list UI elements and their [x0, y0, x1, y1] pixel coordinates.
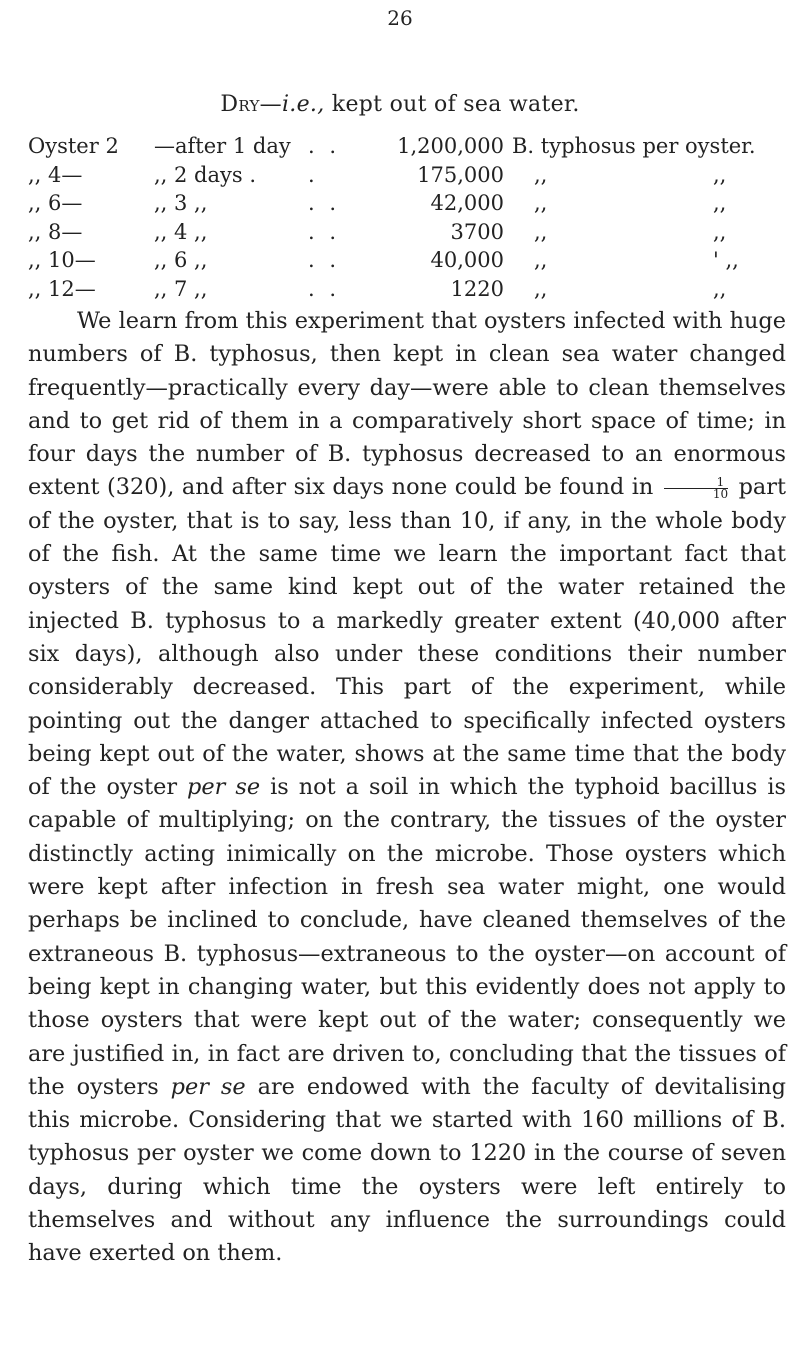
row-ditto-mark: ,,: [534, 248, 548, 272]
paragraph-text: are endowed with the faculty of devitalising this microbe. Considering that we started with 160 millions of B. typhosus per oyster we come down to 1220 in the course of seven days, during which time the oysters were left entirely to themselves and without any influence the surroundings could have exerted on them.: [28, 1073, 787, 1267]
row-ditto-mark: ,,: [534, 162, 548, 187]
row-ditto-mark: ,,: [713, 162, 727, 187]
row-after-days: —after 1 day: [154, 134, 291, 158]
row-leader-dots: . .: [308, 276, 341, 301]
row-leader-dots: . .: [308, 248, 341, 272]
table-row: [28, 161, 788, 190]
row-unit: B. typhosus per oyster.: [512, 134, 756, 158]
row-oyster-label: Oyster 2: [28, 134, 119, 158]
row-count: 3700: [450, 219, 504, 244]
row-oyster-label: ,, 12—: [28, 276, 96, 301]
paragraph-text: part of the oyster, that is to say, less than 10, if any, in the whole body of the fish. At the same time we learn the important fact that oysters of the same kind kept out of the water retained the injected B. typhosus to a markedly greater extent (40,000 after six days), although also under these conditions their number considerably decreased. This part of the experiment, while pointing out the danger attached to specifically infected oysters being kept out of the water, shows at the same time that the body of the oyster: [28, 474, 786, 801]
row-ditto-mark: ,,: [534, 191, 548, 215]
table-row: [28, 275, 788, 304]
heading-dash: —: [259, 92, 282, 117]
page-number: 26: [387, 6, 413, 30]
row-after-days: ,, 3 ,,: [154, 191, 208, 215]
body-paragraph: [28, 305, 786, 1271]
table-row: [28, 132, 788, 161]
row-oyster-label: ,, 10—: [28, 248, 96, 272]
row-count: 175,000: [417, 162, 504, 187]
paragraph: [28, 305, 786, 1271]
row-after-days: ,, 6 ,,: [154, 248, 208, 272]
fraction-numerator: 1: [664, 477, 728, 489]
table-row: [28, 246, 788, 275]
row-leader-dots: . .: [308, 219, 341, 244]
row-ditto-mark: ,,: [534, 219, 548, 244]
table-row: [28, 218, 788, 247]
heading-rest: kept out of sea water.: [324, 92, 580, 117]
row-after-days: ,, 4 ,,: [154, 219, 208, 244]
row-count: 1,200,000: [397, 134, 504, 158]
row-ditto-mark: ,,: [534, 276, 548, 301]
row-after-days: ,, 7 ,,: [154, 276, 208, 301]
row-oyster-label: ,, 4—: [28, 162, 83, 187]
row-leader-dots: . .: [308, 191, 341, 215]
row-oyster-label: ,, 6—: [28, 191, 83, 215]
row-count: 40,000: [430, 248, 504, 272]
table-row: [28, 189, 788, 218]
fraction-one-tenth: [664, 474, 729, 501]
row-count: 42,000: [430, 191, 504, 215]
section-heading: [0, 92, 800, 117]
row-count: 1220: [450, 276, 504, 301]
heading-lead: Dry: [220, 92, 260, 117]
row-ditto-mark: ' ,,: [713, 248, 739, 272]
row-ditto-mark: ,,: [713, 219, 727, 244]
row-ditto-mark: ,,: [713, 276, 727, 301]
row-leader-dots: .: [308, 162, 319, 187]
paragraph-text: We learn from this experiment that oysters infected with huge numbers of B. typhosus, then kept in clean sea water changed frequently—practically every day—were able to clean themselves and to get rid of them in a comparatively short space of time; in four days the number of B. typhosus decreased to an enormous extent (320), and after six days none could be found in: [28, 308, 786, 501]
row-ditto-mark: ,,: [713, 191, 727, 215]
fraction-denominator: 10: [712, 486, 729, 501]
italic-per-se: per se: [187, 774, 261, 801]
heading-italic: i.e.,: [281, 92, 325, 117]
row-leader-dots: . .: [308, 134, 341, 158]
results-table: [28, 132, 788, 303]
italic-per-se: per se: [170, 1073, 246, 1100]
paragraph-text: is not a soil in which the typhoid bacillus is capable of multiplying; on the contrary, the tissues of the oyster distinctly acting inimically on the microbe. Those oysters which were kept after infection in fresh sea water might, one would perhaps be inclined to conclude, have cleaned themselves of the extraneous B. typhosus—extraneous to the oyster—on account of being kept in changing water, but this evidently does not apply to those oysters that were kept out of the water; consequently we are justified in, in fact are driven to, concluding that the tissues of the oysters: [28, 774, 786, 1100]
row-after-days: ,, 2 days .: [154, 162, 257, 187]
row-oyster-label: ,, 8—: [28, 219, 83, 244]
